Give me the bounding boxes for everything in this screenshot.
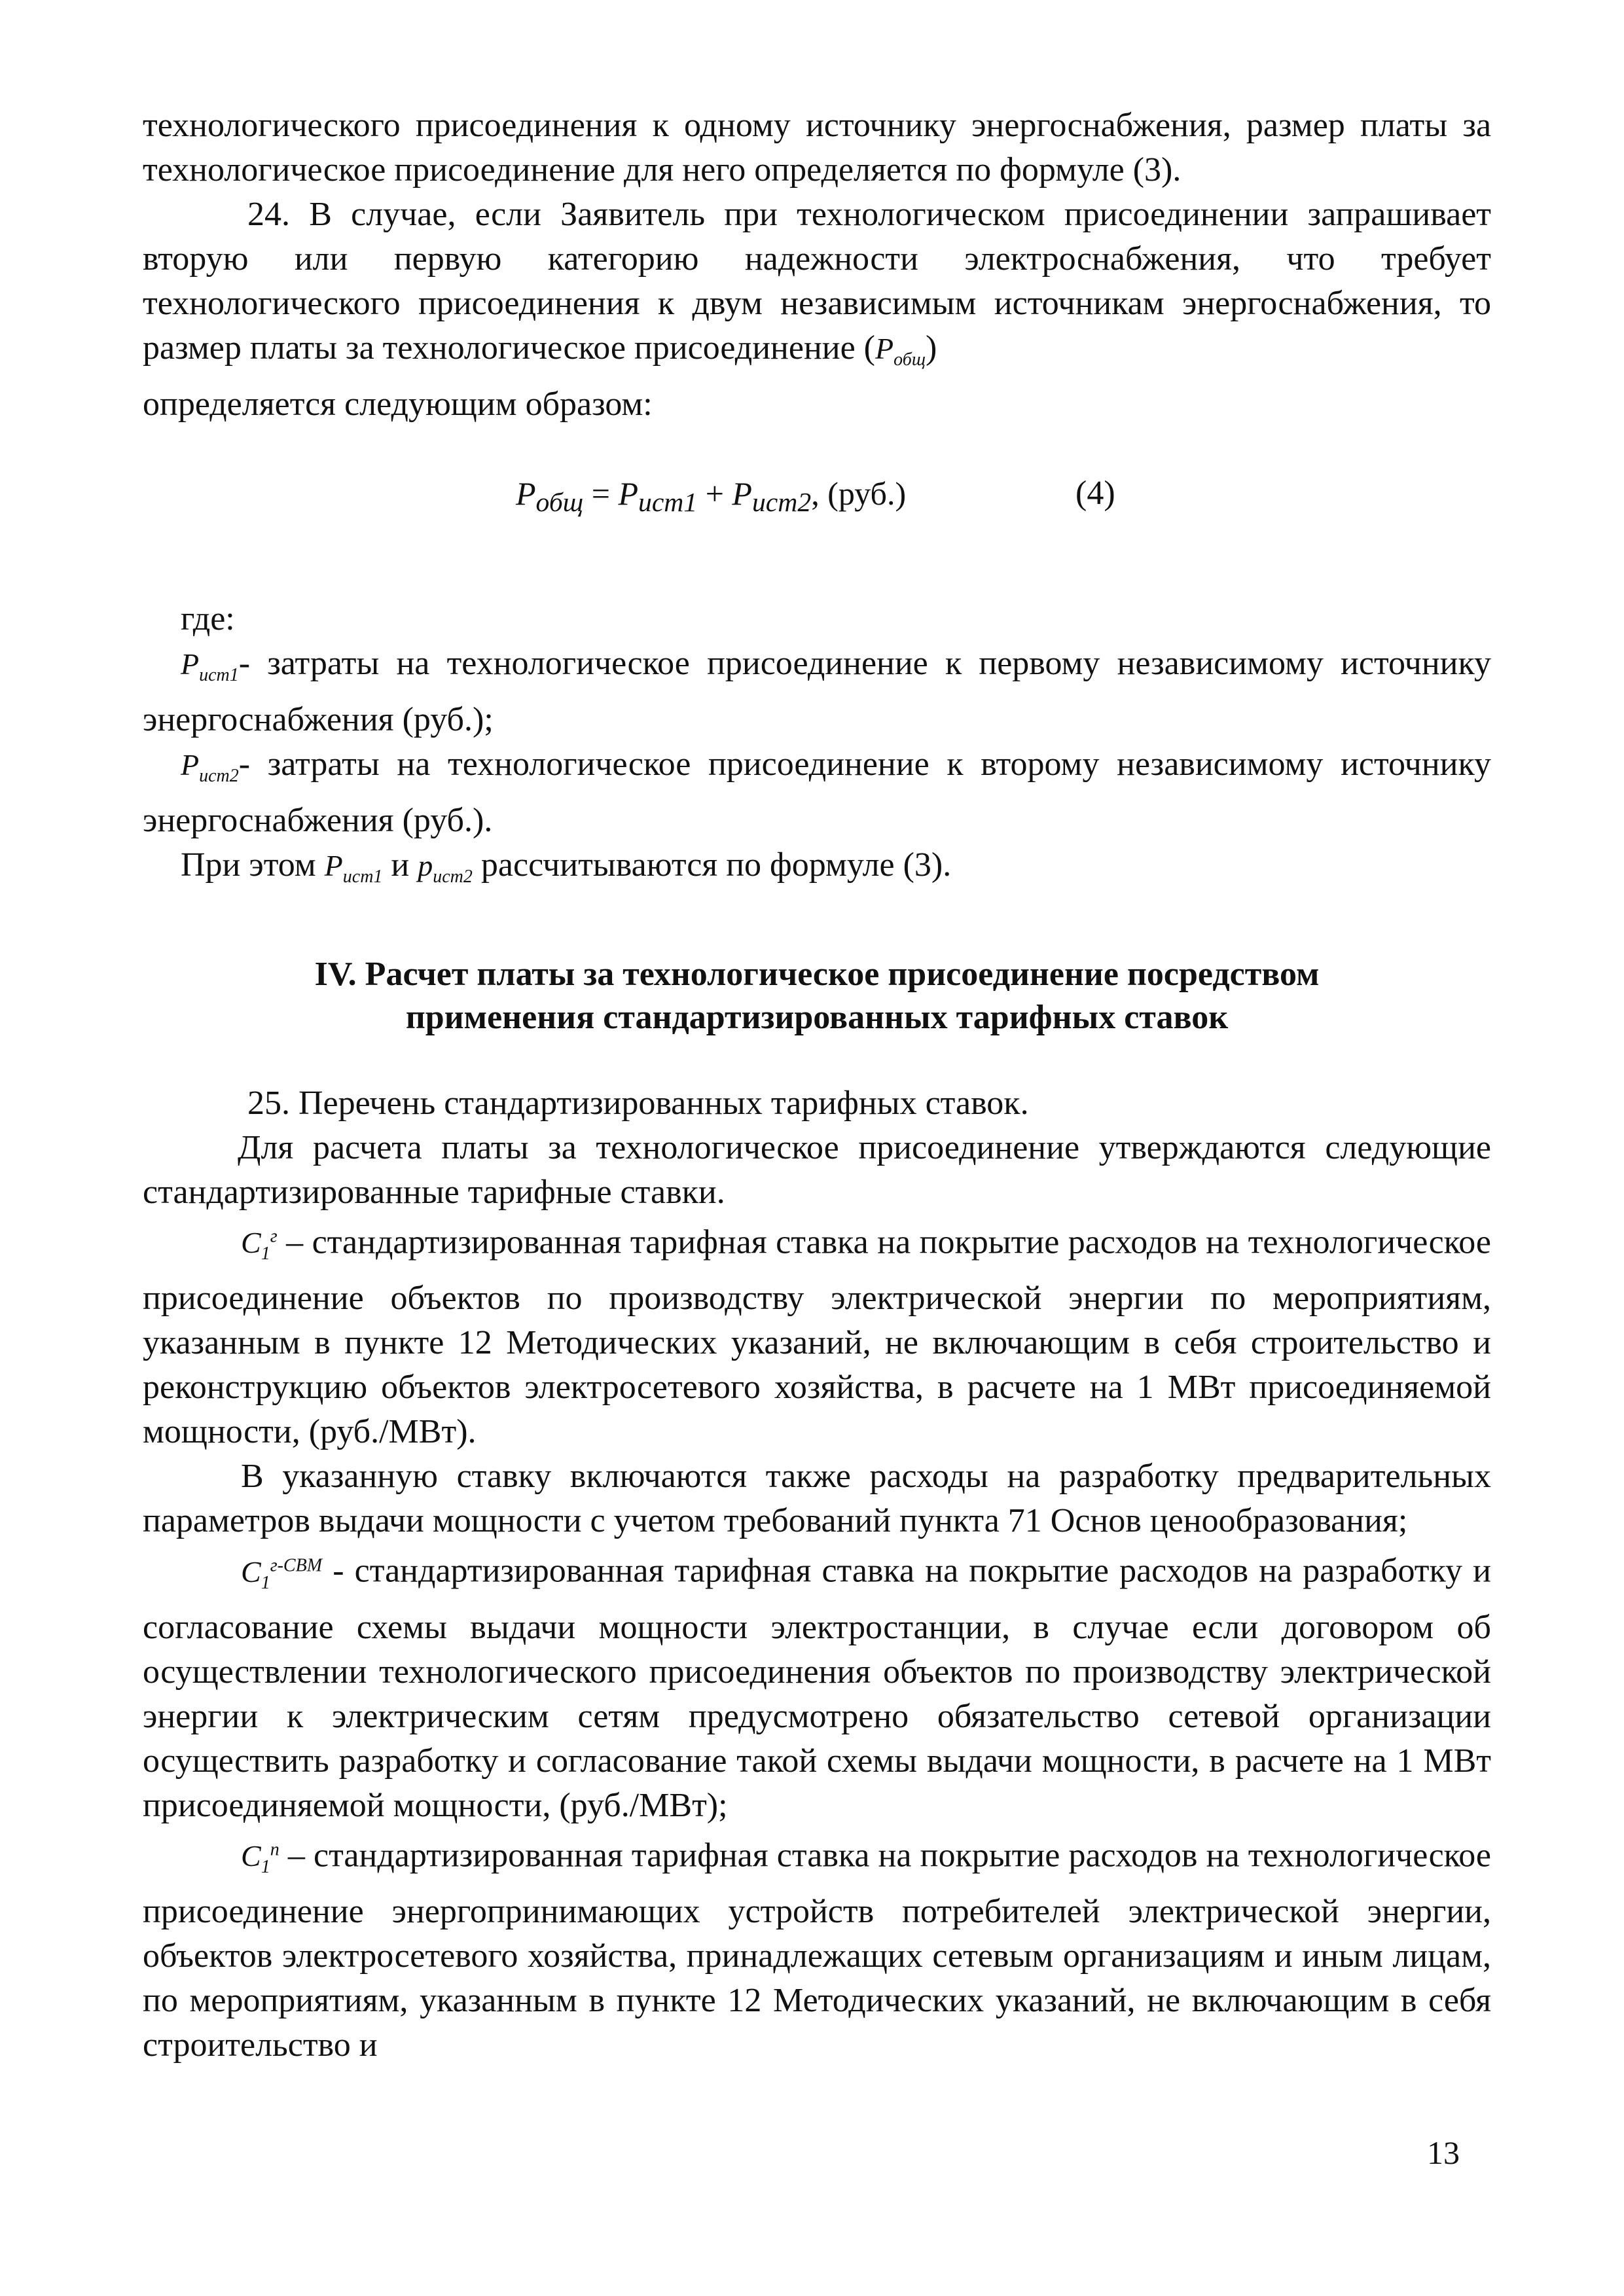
paragraph-25: 25. Перечень стандартизированных тарифных ставок.: [247, 1085, 1029, 1122]
symbol-p-ist1: $P_{ист1}$: [324, 849, 383, 887]
symbol-p-ist2: $P_{ист2}$: [181, 748, 239, 786]
paragraph-line: [143, 103, 1491, 192]
paragraph-text: 24. В случае, если Заявитель при технологическом присоединении запрашивает вторую или первую категорию надежности электроснабжения, что требует технологического присоединения к двум независимым источникам энергоснабжения, то размер платы за технологическое присоединение (: [143, 196, 1491, 367]
definition-text: - затраты на технологическое присоединение к второму независимому источнику энергоснабжения (руб.).: [143, 745, 1491, 839]
symbol-p-obshch: $P_{общ}$: [875, 332, 926, 370]
where-label: где:: [181, 600, 235, 637]
symbol-c1g: $C_1^г$: [241, 1226, 278, 1265]
paragraph-24: [143, 192, 1491, 382]
section-heading: [143, 953, 1491, 1039]
paren-close: ): [925, 329, 937, 367]
symbol-p-ist2-lower: $p_{ист2}$: [418, 849, 473, 887]
symbol-c1-svm: $C_1^{г-СВМ}$: [241, 1554, 323, 1593]
paragraph-c1p: [143, 1828, 1491, 2068]
formula-expression: $P_{общ} = P_{ист1} + P_{ист2}$, (руб.): [516, 475, 907, 518]
text-line: платы за технологическое присоединение для него определяется по формуле (3).: [143, 107, 1492, 188]
paragraph-line: определяется следующим образом:: [143, 386, 653, 423]
heading-line: IV. Расчет платы за технологическое присоединение посредством: [314, 956, 1320, 993]
definition-text: - затраты на технологическое присоединение к первому независимому источнику энергоснабжения (руб.);: [143, 645, 1491, 738]
paragraph-text: – стандартизированная тарифная ставка на покрытие расходов на технологическое присоединение энергопринимающих устройств потребителей электрической энергии, объектов электросетевого хозяйства, принадлежащих сетевым организациям и иным лицам, по мероприятиям, указанным в пункте 12 Методических указаний, не включающим в себя строительство и: [143, 1836, 1492, 2064]
paragraph-text: – стандартизированная тарифная ставка на покрытие расходов на технологическое присоединение объектов по производству электрической энергии по мероприятиям, указанным в пункте 12 Методических указаний, не включающим в себя строительство и реконструкцию объектов электросетевого хозяйства, в расчете на 1 МВт присоединяемой мощности, (руб./МВт).: [143, 1223, 1492, 1451]
paragraph-c1g: [143, 1215, 1491, 1454]
paragraph-text: - стандартизированная тарифная ставка на покрытие расходов на разработку и согласование схемы выдачи мощности электростанции, в случае если договором об осуществлении технологического присоединения объектов по производству электрической энергии к электрическим сетям предусмотрено обязательство сетевой организации осуществить разработку и согласование такой схемы выдачи мощности, в расчете на 1 МВт присоединяемой мощности, (руб./МВт);: [143, 1552, 1492, 1824]
heading-line: применения стандартизированных тарифных ставок: [405, 999, 1229, 1036]
formula-number: (4): [1075, 475, 1115, 512]
paragraph-25b: Для расчета платы за технологическое присоединение утверждаются следующие стандартизированные тарифные ставки.: [143, 1129, 1491, 1211]
paragraph-c1svm: [143, 1543, 1491, 1827]
definition-note: При этом $P_{ист1}$ и $p_{ист2}$ рассчитываются по формуле (3).: [181, 846, 952, 887]
paragraph-c1g-b: В указанную ставку включаются также расходы на разработку предварительных параметров выдачи мощности с учетом требований пункта 71 Основ ценообразования;: [143, 1458, 1491, 1540]
definition-ist1: [143, 641, 1491, 742]
text-line: технологического присоединения к одному источнику энергоснабжения, размер: [143, 107, 1345, 144]
page-number: 13: [1427, 2134, 1460, 2171]
symbol-p-ist1: $P_{ист1}$: [181, 647, 239, 685]
formula-4: [143, 459, 1491, 525]
symbol-c1p: $C_1^п$: [241, 1839, 280, 1877]
definition-ist2: [143, 742, 1491, 843]
page-content: [143, 103, 1491, 2068]
